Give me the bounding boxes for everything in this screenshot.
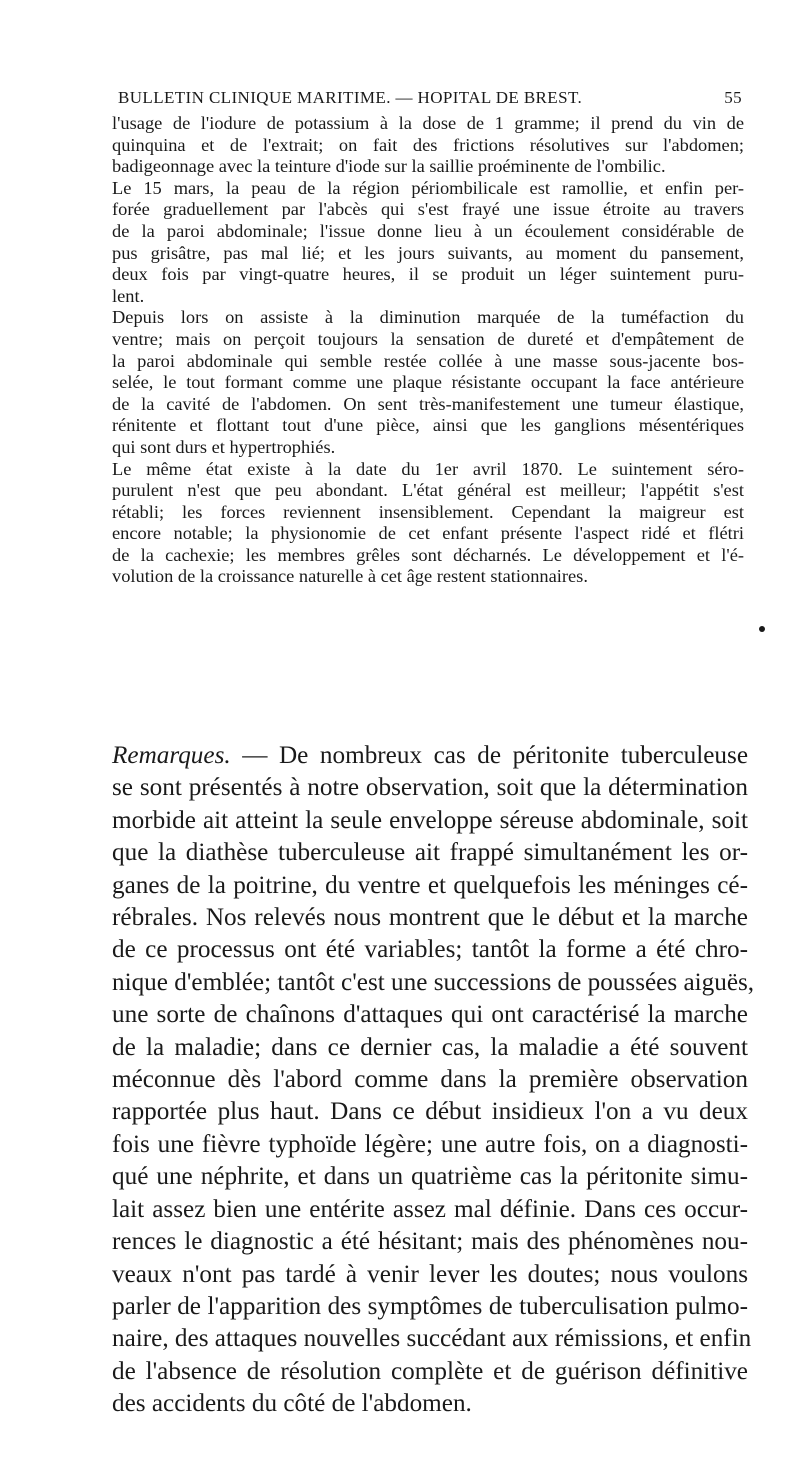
text-line: rences le diagnostic a été hésitant; mais des phénomènes nou-: [112, 1228, 748, 1256]
text-line: que la diathèse tuberculeuse ait frappé simultanément les or-: [112, 839, 748, 867]
text-line: pus grisâtre, pas mal lié; et les jours suivants, au moment du pansement,: [112, 242, 744, 263]
text-line: quinquina et de l'extrait; on fait des frictions résolutives sur l'abdomen;: [112, 134, 744, 155]
text-line: badigeonnage avec la teinture d'iode sur la saillie proéminente de l'ombilic.: [112, 156, 666, 177]
running-head-title: BULLETIN CLINIQUE MARITIME. — HOPITAL DE BREST.: [118, 88, 583, 107]
remarks-first-line: — De nombreux cas de péritonite tuberculeuse: [230, 742, 748, 769]
text-line: de ce processus ont été variables; tantôt la forme a été chro-: [112, 936, 748, 964]
text-line: se sont présentés à notre observation, soit que la détermination: [112, 774, 748, 802]
remarks-section: [112, 740, 755, 1421]
text-line: morbide ait atteint la seule enveloppe séreuse abdominale, soit: [112, 806, 748, 834]
text-line: deux fois par vingt-quatre heures, il se produit un léger suintement puru-: [112, 264, 744, 285]
text-line: lait assez bien une entérite assez mal définie. Dans ces occur-: [112, 1195, 748, 1223]
text-line: selée, le tout formant comme une plaque résistante occupant la face antérieure: [112, 372, 744, 393]
text-line: [112, 740, 748, 772]
paragraph-treatment: [112, 113, 744, 178]
text-line: qué une néphrite, et dans un quatrième cas la péritonite simu-: [112, 1163, 748, 1191]
text-line: rétabli; les forces reviennent insensiblement. Cependant la maigreur est: [112, 501, 744, 522]
text-line: volution de la croissance naturelle à cet âge restent stationnaires.: [112, 566, 588, 587]
text-line: lent.: [112, 285, 145, 306]
text-line: qui sont durs et hypertrophiés.: [112, 436, 336, 457]
page-number: 55: [724, 88, 742, 107]
text-line: naire, des attaques nouvelles succédant aux rémissions, et enfin: [112, 1325, 752, 1353]
text-line: la paroi abdominale qui semble restée collée à une masse sous-jacente bos-: [112, 350, 744, 371]
text-line: de la paroi abdominale; l'issue donne lieu à un écoulement considérable de: [112, 220, 744, 241]
text-line: ventre; mais on perçoit toujours la sensation de dureté et d'empâtement de: [112, 328, 744, 349]
text-line: l'usage de l'iodure de potassium à la dose de 1 gramme; il prend du vin de: [112, 113, 744, 133]
text-line: encore notable; la physionomie de cet enfant présente l'aspect ridé et flétri: [112, 523, 744, 544]
text-line: forée graduellement par l'abcès qui s'est frayé une issue étroite au travers: [112, 199, 744, 220]
text-line: Le même état existe à la date du 1er avril 1870. Le suintement séro-: [112, 458, 744, 479]
paragraph-1er-avril: [112, 459, 744, 589]
text-line: de la cachexie; les membres grêles sont décharnés. Le développement et l'é-: [112, 544, 744, 565]
text-line: rénitente et flottant tout d'une pièce, ainsi que les ganglions mésentériques: [112, 415, 744, 436]
text-line: veaux n'ont pas tardé à venir lever les doutes; nous voulons: [112, 1260, 748, 1288]
text-line: des accidents du côté de l'abdomen.: [112, 1390, 472, 1418]
text-line: une sorte de chaînons d'attaques qui ont caractérisé la marche: [112, 1001, 748, 1029]
margin-dot-mark: [759, 626, 765, 632]
text-line: parler de l'apparition des symptômes de tuberculisation pulmo-: [112, 1292, 748, 1320]
paragraph-remarques: [112, 740, 755, 1421]
running-head: [118, 88, 742, 110]
text-line: Le 15 mars, la peau de la région périombilicale est ramollie, et enfin per-: [112, 177, 744, 198]
text-line: méconnue dès l'abord comme dans la première observation: [112, 1066, 748, 1094]
text-line: Depuis lors on assiste à la diminution marquée de la tuméfaction du: [112, 307, 744, 328]
text-line: de la cavité de l'abdomen. On sent très-manifestement une tumeur élastique,: [112, 393, 744, 414]
text-line: fois une fièvre typhoïde légère; une autre fois, on a diagnosti-: [112, 1130, 748, 1158]
remarks-label: Remarques.: [112, 742, 231, 769]
text-line: de la maladie; dans ce dernier cas, la maladie a été souvent: [112, 1033, 748, 1061]
paragraph-depuis-lors: [112, 307, 744, 458]
case-observation-text: [112, 113, 744, 588]
text-line: rébrales. Nos relevés nous montrent que le début et la marche: [112, 904, 748, 932]
text-line: de l'absence de résolution complète et de guérison définitive: [112, 1357, 748, 1385]
text-line: ganes de la poitrine, du ventre et quelquefois les méninges cé-: [112, 871, 748, 899]
text-line: purulent n'est que peu abondant. L'état général est meilleur; l'appétit s'est: [112, 480, 744, 501]
text-line: rapportée plus haut. Dans ce début insidieux l'on a vu deux: [112, 1098, 748, 1126]
text-line: nique d'emblée; tantôt c'est une successions de poussées aiguës,: [112, 968, 755, 996]
paragraph-15-mars: [112, 178, 744, 308]
